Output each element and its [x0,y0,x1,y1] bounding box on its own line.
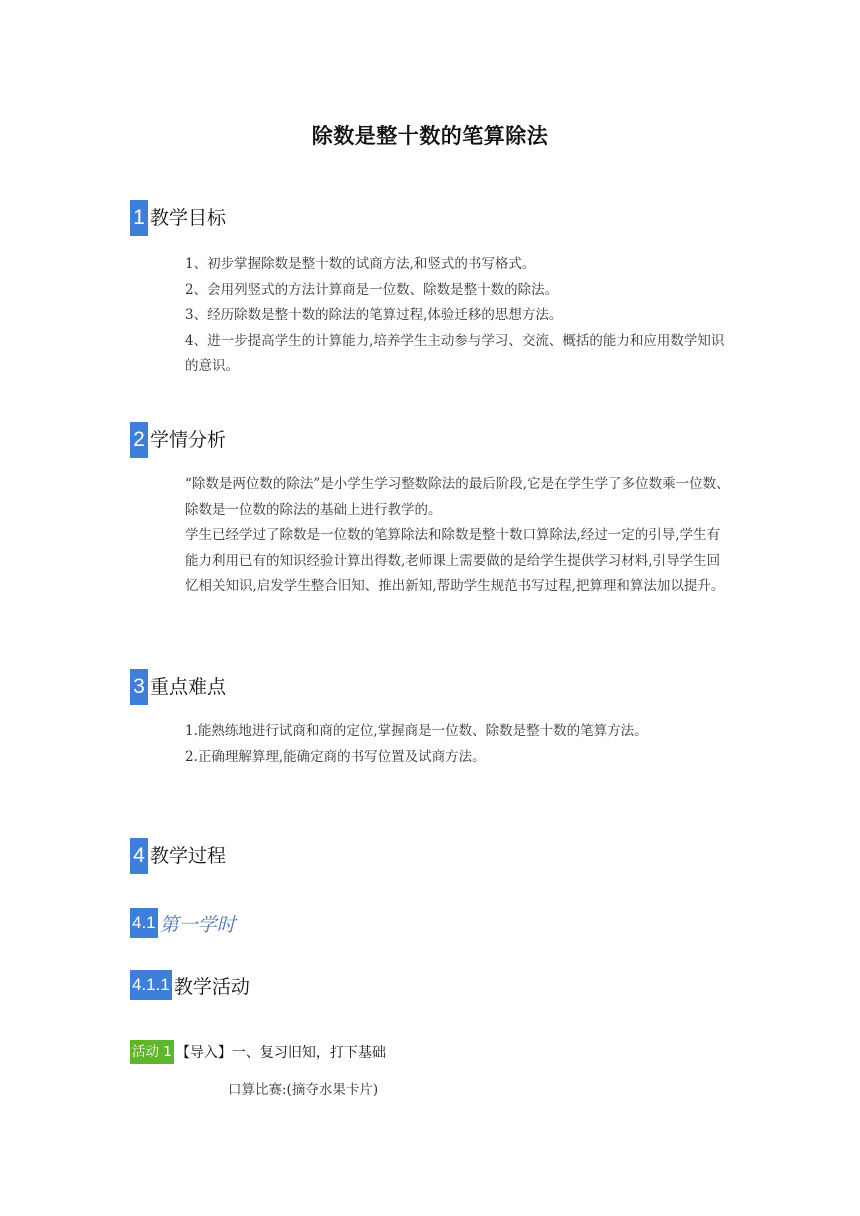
section-number-badge: 2 [130,422,148,458]
objective-item: 4、进一步提高学生的计算能力,培养学生主动参与学习、交流、概括的能力和应用数学知识的意识。 [185,332,725,374]
section-number-badge: 3 [130,669,148,705]
section-heading-key-points [130,669,226,705]
section-number-badge: 1 [130,200,148,236]
section-heading-analysis [130,422,226,458]
section-title: 重点难点 [150,676,227,698]
subsection-number-badge: 4.1 [130,908,158,938]
key-points-list [185,719,733,770]
section-heading-process [130,838,226,874]
document-title: 除数是整十数的笔算除法 [311,124,549,148]
activity-badge: 活动 1 [130,1040,174,1064]
subsection-title: 教学活动 [173,975,250,998]
subsection-heading-lesson [130,908,236,938]
analysis-paragraph: “除数是两位数的除法”是小学生学习整数除法的最后阶段,它是在学生学了多位数乘一位数、除数是一位数的除法的基础上进行教学的。 [185,476,730,518]
subsection-heading-activities [130,970,250,1000]
key-point-item: 2.正确理解算理,能确定商的书写位置及试商方法。 [185,748,486,765]
section-title: 教学过程 [150,845,227,867]
analysis-paragraph: 学生已经学过了除数是一位数的笔算除法和除数是整十数口算除法,经过一定的引导,学生有能力利用已有的知识经验计算出得数,老师课上需要做的是给学生提供学习材料,引导学生回忆相关知识,启发学生整合旧知、推出新知,帮助学生规范书写过程,把算理和算法加以提升。 [185,527,725,594]
activity-content: 口算比赛:(摘夺水果卡片) [228,1082,379,1098]
activity-title: 【导入】一、复习旧知，打下基础 [175,1045,386,1061]
subsection-title: 第一学时 [159,913,236,936]
objective-item: 2、会用列竖式的方法计算商是一位数、除数是整十数的除法。 [185,281,559,298]
analysis-text [185,472,733,600]
objective-item: 3、经历除数是整十数的除法的笔算过程,体验迁移的思想方法。 [185,307,563,323]
section-title: 教学目标 [150,207,227,229]
section-heading-objectives [130,200,226,236]
objective-item: 1、初步掌握除数是整十数的试商方法,和竖式的书写格式。 [185,256,536,272]
section-number-badge: 4 [130,838,148,874]
section-title: 学情分析 [150,429,227,451]
key-point-item: 1.能熟练地进行试商和商的定位,掌握商是一位数、除数是整十数的笔算方法。 [185,723,648,739]
activity-heading [130,1040,386,1064]
objectives-list [185,252,733,380]
subsection-number-badge: 4.1.1 [130,970,172,1000]
